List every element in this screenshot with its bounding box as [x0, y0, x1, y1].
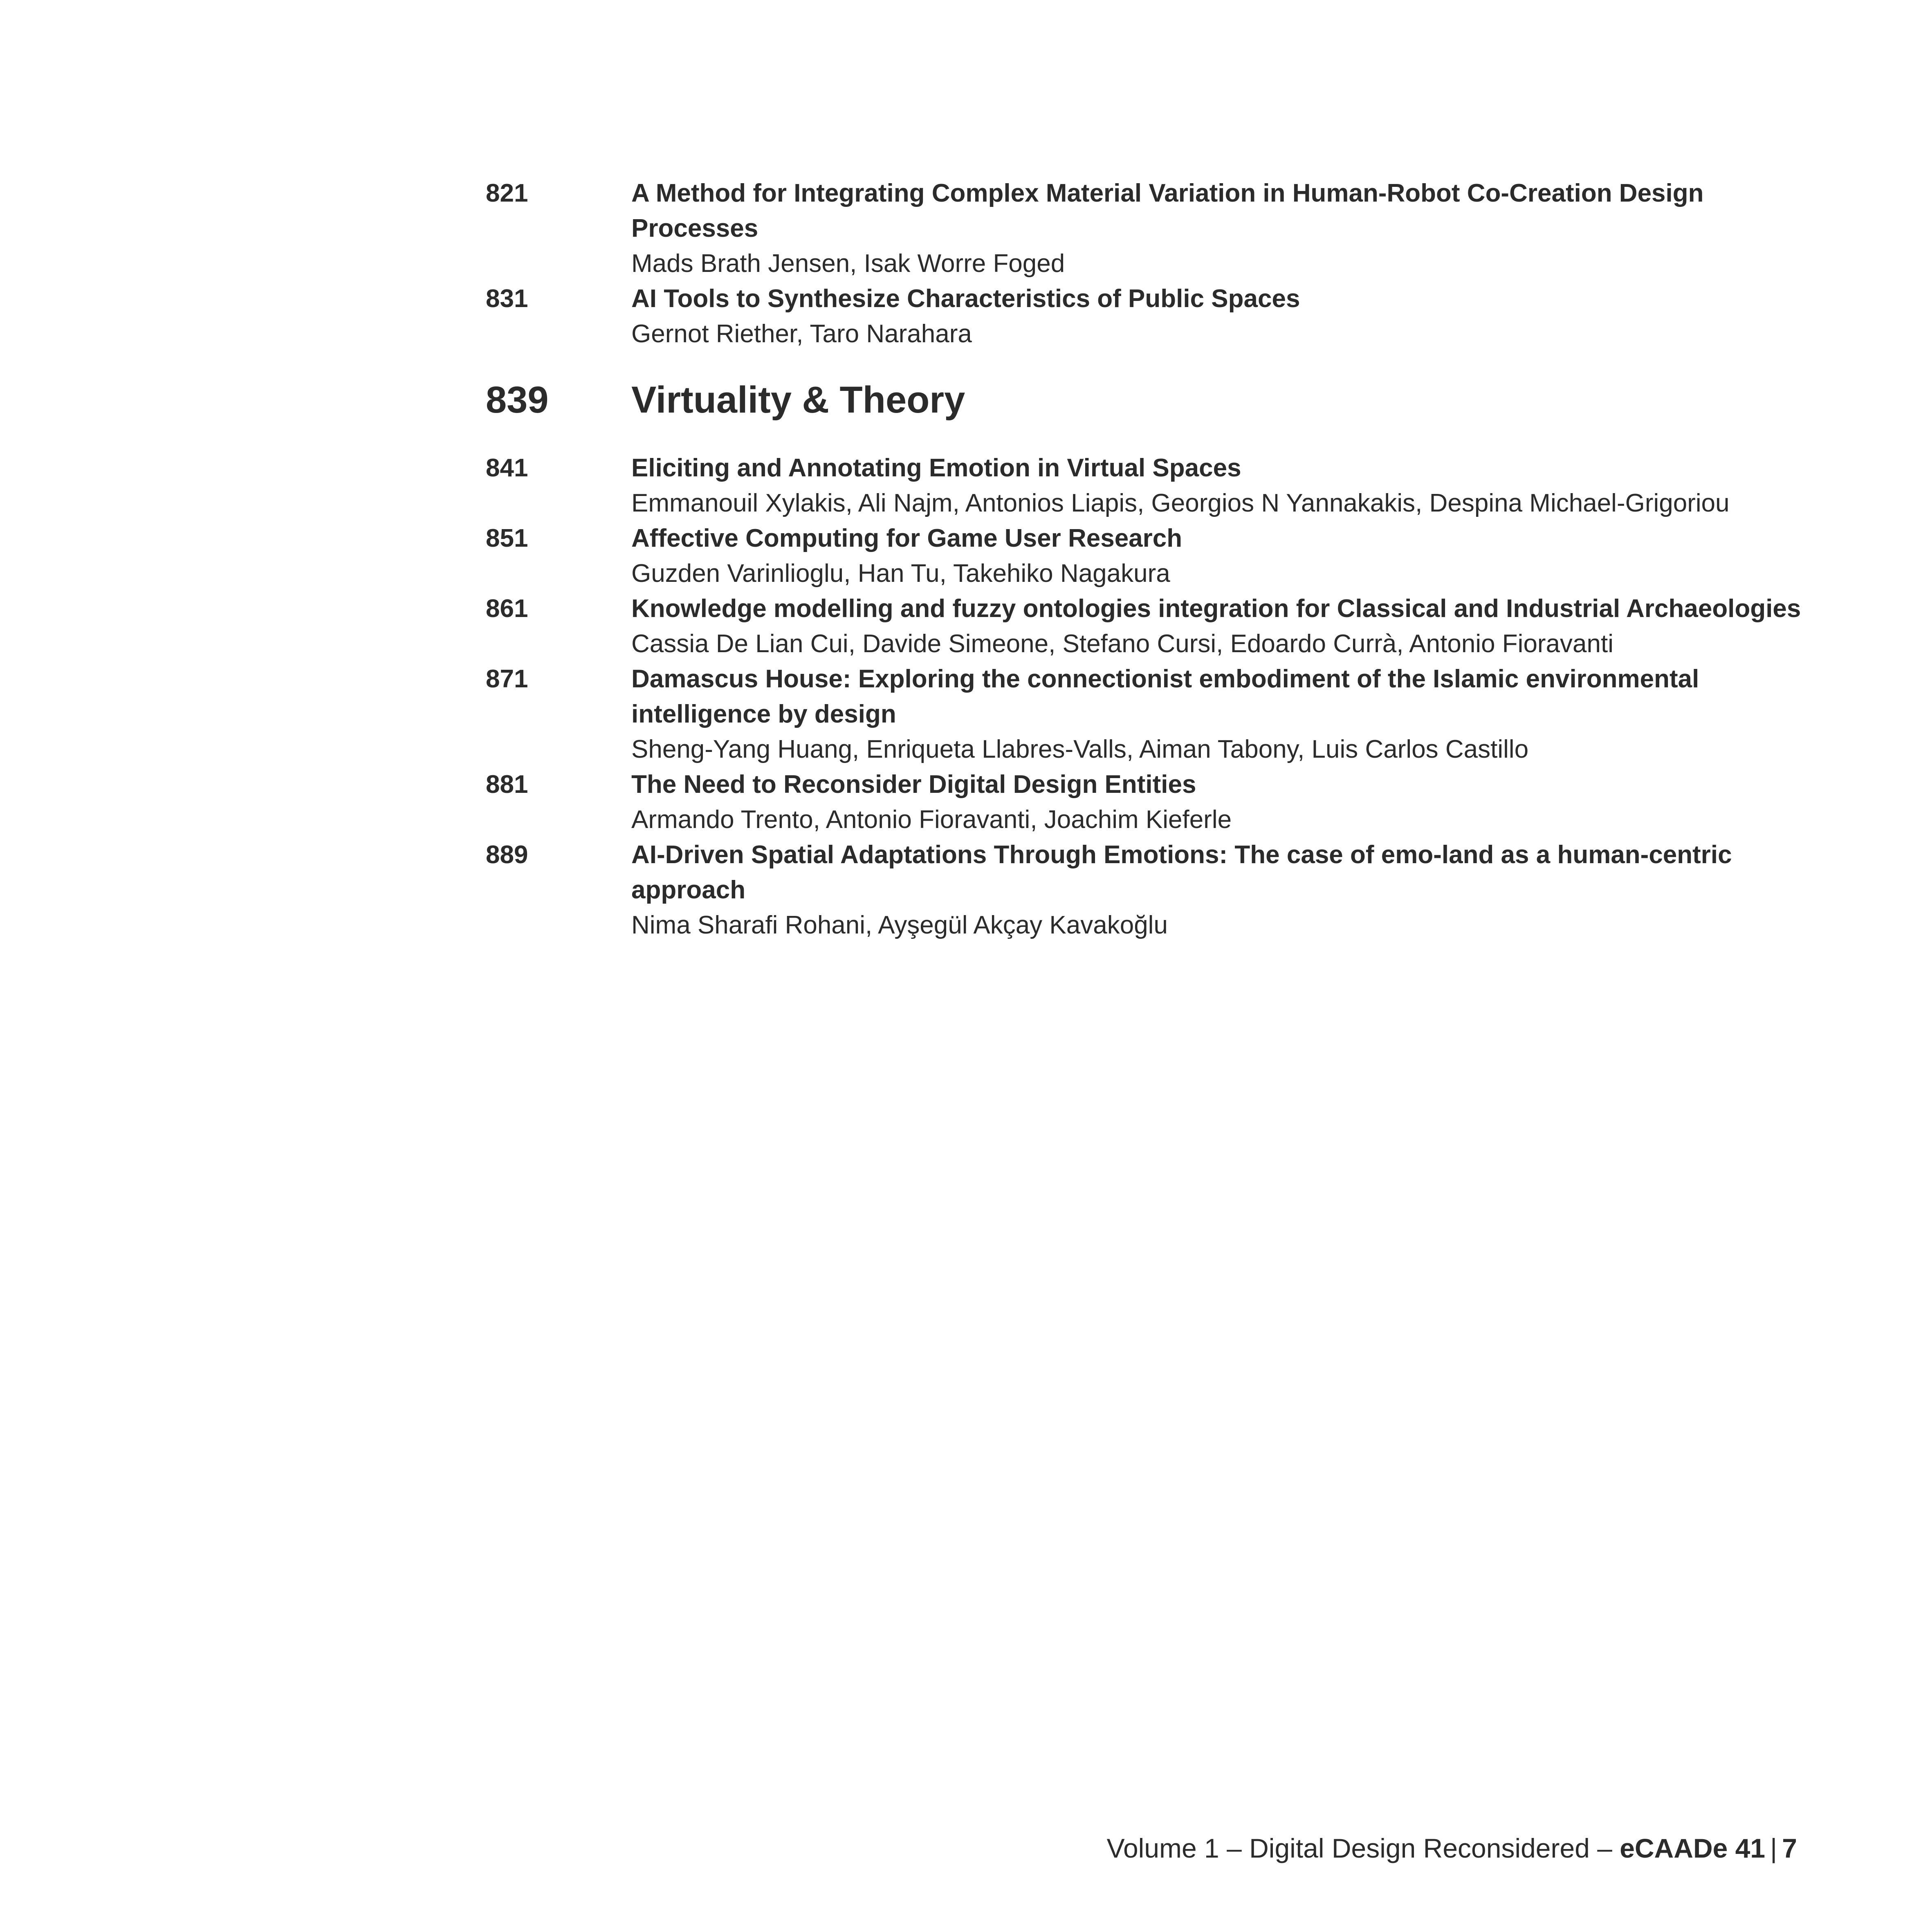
entry-page-number: 821	[486, 179, 528, 207]
entry-page-number: 871	[486, 665, 528, 693]
page-footer	[1107, 1830, 1797, 1867]
entry-authors: Mads Brath Jensen, Isak Worre Foged	[631, 249, 1065, 278]
toc-entry[interactable]	[486, 451, 1819, 521]
entry-page-number: 851	[486, 524, 528, 552]
entry-page-number: 889	[486, 841, 528, 869]
entry-authors: Emmanouil Xylakis, Ali Najm, Antonios Liapis, Georgios N Yannakakis, Despina Michael-Grigoriou	[631, 489, 1730, 517]
entry-title: AI-Driven Spatial Adaptations Through Emotions: The case of emo-land as a human-centric approach	[631, 841, 1732, 904]
toc-entry[interactable]	[486, 767, 1819, 837]
section-title: Virtuality & Theory	[631, 379, 965, 421]
entry-title: Eliciting and Annotating Emotion in Virtual Spaces	[631, 454, 1241, 482]
entry-page-number: 841	[486, 454, 528, 482]
entry-authors: Gernot Riether, Taro Narahara	[631, 320, 972, 348]
toc-entry[interactable]	[486, 662, 1819, 767]
entry-page-number: 861	[486, 595, 528, 623]
entry-title: Knowledge modelling and fuzzy ontologies integration for Classical and Industrial Archaeologies	[631, 595, 1801, 623]
toc-entry[interactable]	[486, 176, 1819, 281]
entry-page-number: 881	[486, 770, 528, 799]
entry-title: The Need to Reconsider Digital Design Entities	[631, 770, 1196, 799]
entry-title: A Method for Integrating Complex Material Variation in Human-Robot Co-Creation Design Processes	[631, 179, 1704, 242]
entry-title: AI Tools to Synthesize Characteristics of Public Spaces	[631, 285, 1300, 313]
footer-separator: |	[1770, 1833, 1777, 1863]
entry-title: Damascus House: Exploring the connectionist embodiment of the Islamic environmental intelligence by design	[631, 665, 1699, 728]
table-of-contents	[486, 176, 1819, 943]
entry-authors: Sheng-Yang Huang, Enriqueta Llabres-Valls, Aiman Tabony, Luis Carlos Castillo	[631, 735, 1529, 763]
entry-authors: Armando Trento, Antonio Fioravanti, Joachim Kieferle	[631, 806, 1232, 834]
entry-authors: Nima Sharafi Rohani, Ayşegül Akçay Kavakoğlu	[631, 911, 1168, 939]
entry-authors: Guzden Varinlioglu, Han Tu, Takehiko Nagakura	[631, 559, 1170, 588]
entry-page-number: 831	[486, 285, 528, 313]
toc-entry[interactable]	[486, 521, 1819, 591]
footer-conference: eCAADe 41	[1620, 1833, 1766, 1863]
toc-entry[interactable]	[486, 591, 1819, 662]
toc-entry[interactable]	[486, 837, 1819, 943]
footer-volume-text: Volume 1 – Digital Design Reconsidered –	[1106, 1833, 1620, 1863]
section-page-number: 839	[486, 379, 549, 421]
toc-entry[interactable]	[486, 281, 1819, 352]
footer-page-number: 7	[1782, 1833, 1797, 1863]
entry-authors: Cassia De Lian Cui, Davide Simeone, Stefano Cursi, Edoardo Currà, Antonio Fioravanti	[631, 630, 1614, 658]
entry-title: Affective Computing for Game User Research	[631, 524, 1183, 552]
section-heading[interactable]	[486, 375, 1819, 424]
